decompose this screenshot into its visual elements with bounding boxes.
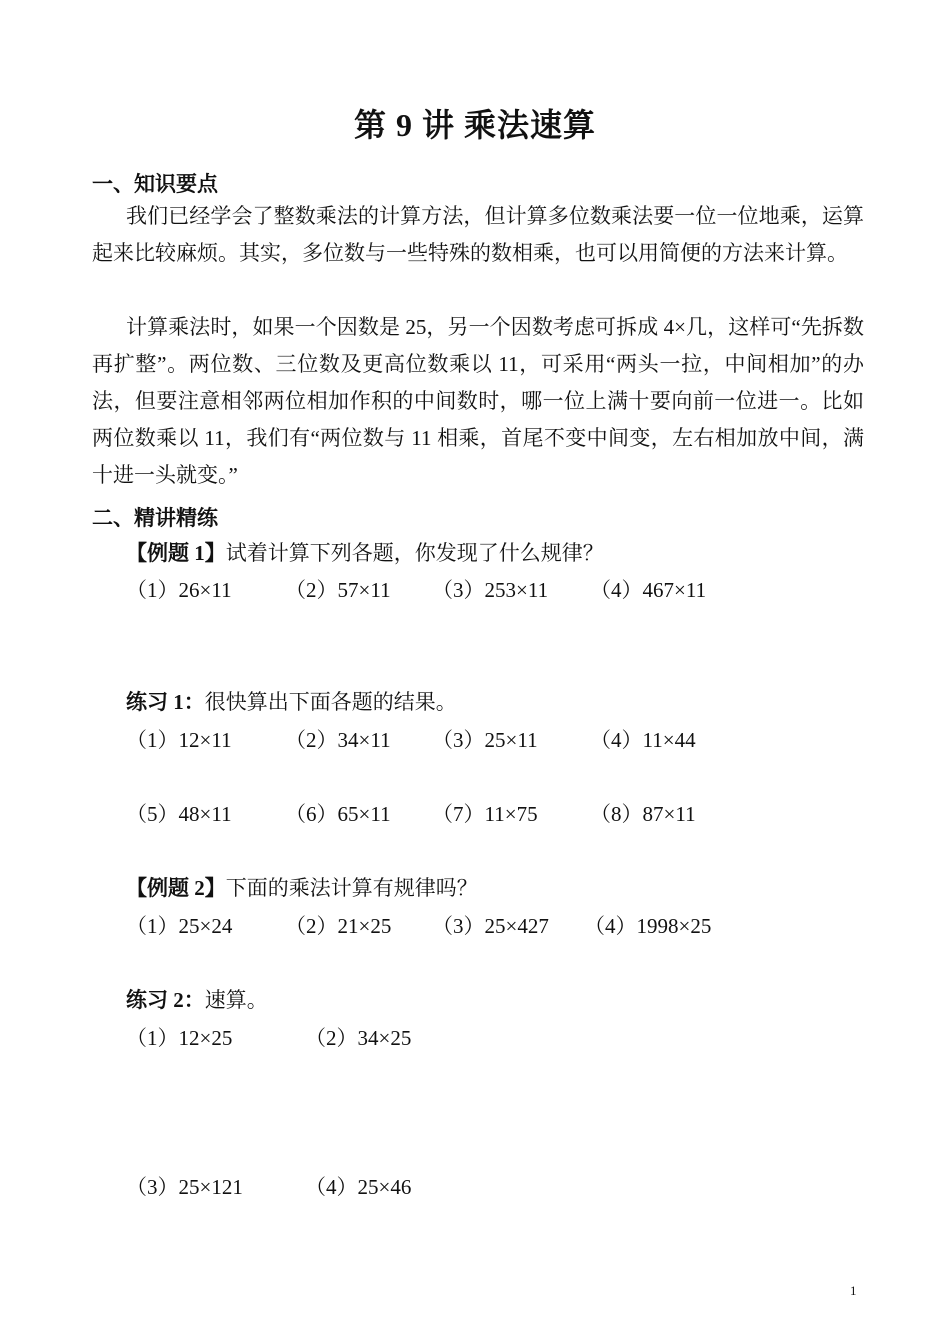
example-2-label: 【例题 2】 bbox=[126, 876, 226, 900]
practice-2-label: 练习 2： bbox=[126, 988, 205, 1012]
example-1-item: （1）26×11 bbox=[126, 578, 232, 602]
example-1-label: 【例题 1】 bbox=[126, 541, 226, 565]
practice-1-item: （1）12×11 bbox=[126, 728, 232, 752]
practice-1-prompt bbox=[126, 686, 457, 716]
practice-1-text: 很快算出下面各题的结果。 bbox=[204, 690, 457, 714]
example-2-prompt bbox=[126, 872, 478, 902]
page-title: 第 9 讲 乘法速算 bbox=[353, 107, 596, 143]
practice-1-item: （7）11×75 bbox=[432, 802, 538, 826]
paragraph-intro: 我们已经学会了整数乘法的计算方法，但计算多位数乘法要一位一位地乘，运算起来比较麻烦。其实，多位数与一些特殊的数相乘，也可以用简便的方法来计算。 bbox=[92, 204, 864, 265]
example-1-item: （3）253×11 bbox=[432, 578, 549, 602]
practice-1-label: 练习 1： bbox=[126, 690, 205, 714]
example-1-prompt bbox=[126, 537, 604, 567]
practice-2-prompt bbox=[126, 984, 268, 1014]
example-2-item: （2）21×25 bbox=[285, 914, 392, 938]
practice-1-item: （2）34×11 bbox=[285, 728, 391, 752]
practice-1-item: （8）87×11 bbox=[590, 802, 696, 826]
practice-2-item: （1）12×25 bbox=[126, 1026, 233, 1050]
example-1-item: （4）467×11 bbox=[590, 578, 707, 602]
example-1-item: （2）57×11 bbox=[285, 578, 391, 602]
practice-1-item: （4）11×44 bbox=[590, 728, 696, 752]
example-2-item: （3）25×427 bbox=[432, 914, 549, 938]
example-2-item: （4）1998×25 bbox=[584, 914, 712, 938]
example-2-item: （1）25×24 bbox=[126, 914, 233, 938]
practice-2-item: （3）25×121 bbox=[126, 1175, 243, 1199]
example-2-text: 下面的乘法计算有规律吗？ bbox=[225, 876, 478, 900]
section-heading-practice: 二、精讲精练 bbox=[92, 506, 218, 530]
paragraph-method: 计算乘法时，如果一个因数是 25，另一个因数考虑可拆成 4×几，这样可“先拆数再扩整”。两位数、三位数及更高位数乘以 11，可采用“两头一拉，中间相加”的办法，但要注意相邻两位相加作积的中间数时，哪一位上满十要向前一位进一。比如两位数乘以 11，我们有“两位数与 11 相乘，首尾不变中间变，左右相加放中间，满十进一头就变。” bbox=[92, 315, 864, 487]
practice-1-item: （5）48×11 bbox=[126, 802, 232, 826]
practice-2-item: （4）25×46 bbox=[305, 1175, 412, 1199]
practice-1-item: （3）25×11 bbox=[432, 728, 538, 752]
page-number: 1 bbox=[850, 1283, 857, 1298]
practice-2-text: 速算。 bbox=[204, 988, 268, 1012]
practice-2-item: （2）34×25 bbox=[305, 1026, 412, 1050]
example-1-text: 试着计算下列各题，你发现了什么规律？ bbox=[225, 541, 604, 565]
section-heading-knowledge: 一、知识要点 bbox=[92, 172, 218, 196]
practice-1-item: （6）65×11 bbox=[285, 802, 391, 826]
